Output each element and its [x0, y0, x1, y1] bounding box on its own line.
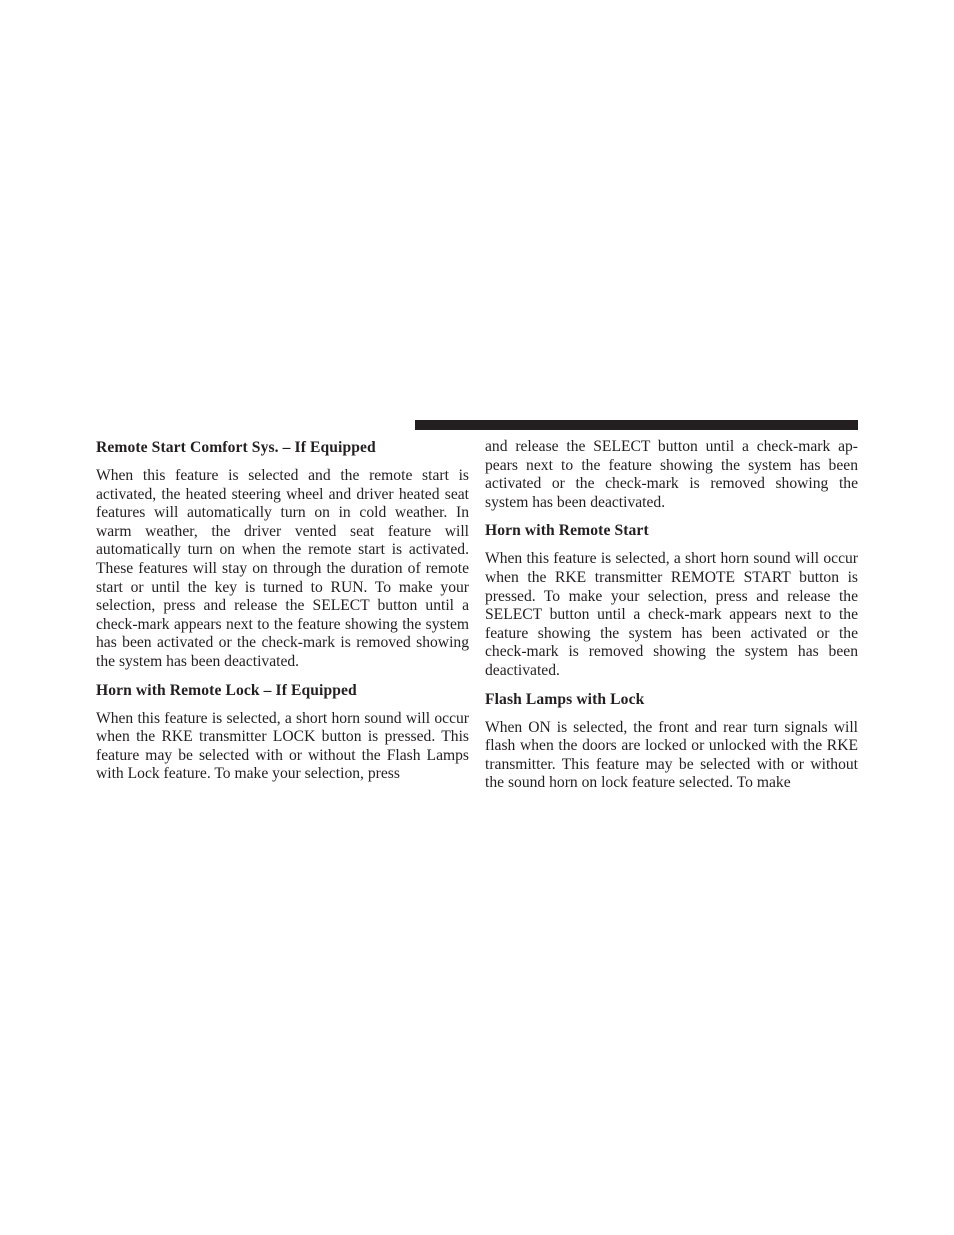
heading-flash-lamps-lock: Flash Lamps with Lock — [485, 690, 645, 708]
heading-remote-start-comfort: Remote Start Comfort Sys. – If Equipped — [96, 439, 376, 456]
paragraph-horn-remote-start: When this feature is selected, a short horn sound will occur when the RKE transmitter REMOTE START button is pressed. To make your selection, press and release the SELECT button until a check-mark appears next to the feature showing the system has been activated or the check-mark is removed showing the system has been deactivated. — [485, 550, 858, 679]
paragraph-horn-remote-lock-continued: and release the SELECT button until a check-mark ap-pears next to the feature showing the system has been activated or the check-mark is removed showing the system has been deactivated. — [485, 438, 858, 511]
paragraph-remote-start-comfort: When this feature is selected and the remote start is activated, the heated steering wheel and driver heated seat features will automatically turn on in cold weather. In warm weather, the driver vented seat feature will automatically turn on when the remote start is activated. These features will stay on through the duration of remote start or until the key is turned to RUN. To make your selection, press and release the SELECT button until a check-mark appears next to the feature showing the system has been activated or the check-mark is removed showing the system has been deactivated. — [96, 467, 469, 670]
section-rule — [415, 420, 858, 430]
heading-horn-remote-lock: Horn with Remote Lock – If Equipped — [96, 681, 357, 699]
right-column — [485, 438, 858, 802]
heading-horn-remote-start: Horn with Remote Start — [485, 522, 649, 540]
left-column — [96, 438, 469, 793]
paragraph-horn-remote-lock: When this feature is selected, a short horn sound will occur when the RKE transmitter LOCK button is pressed. This feature may be selected with or without the Flash Lamps with Lock feature. To make your selection, press — [96, 709, 469, 783]
paragraph-flash-lamps-lock: When ON is selected, the front and rear turn signals will flash when the doors are locked or unlocked with the RKE transmitter. This feature may be selected with or without the sound horn on lock feature selected. To make — [485, 718, 858, 792]
